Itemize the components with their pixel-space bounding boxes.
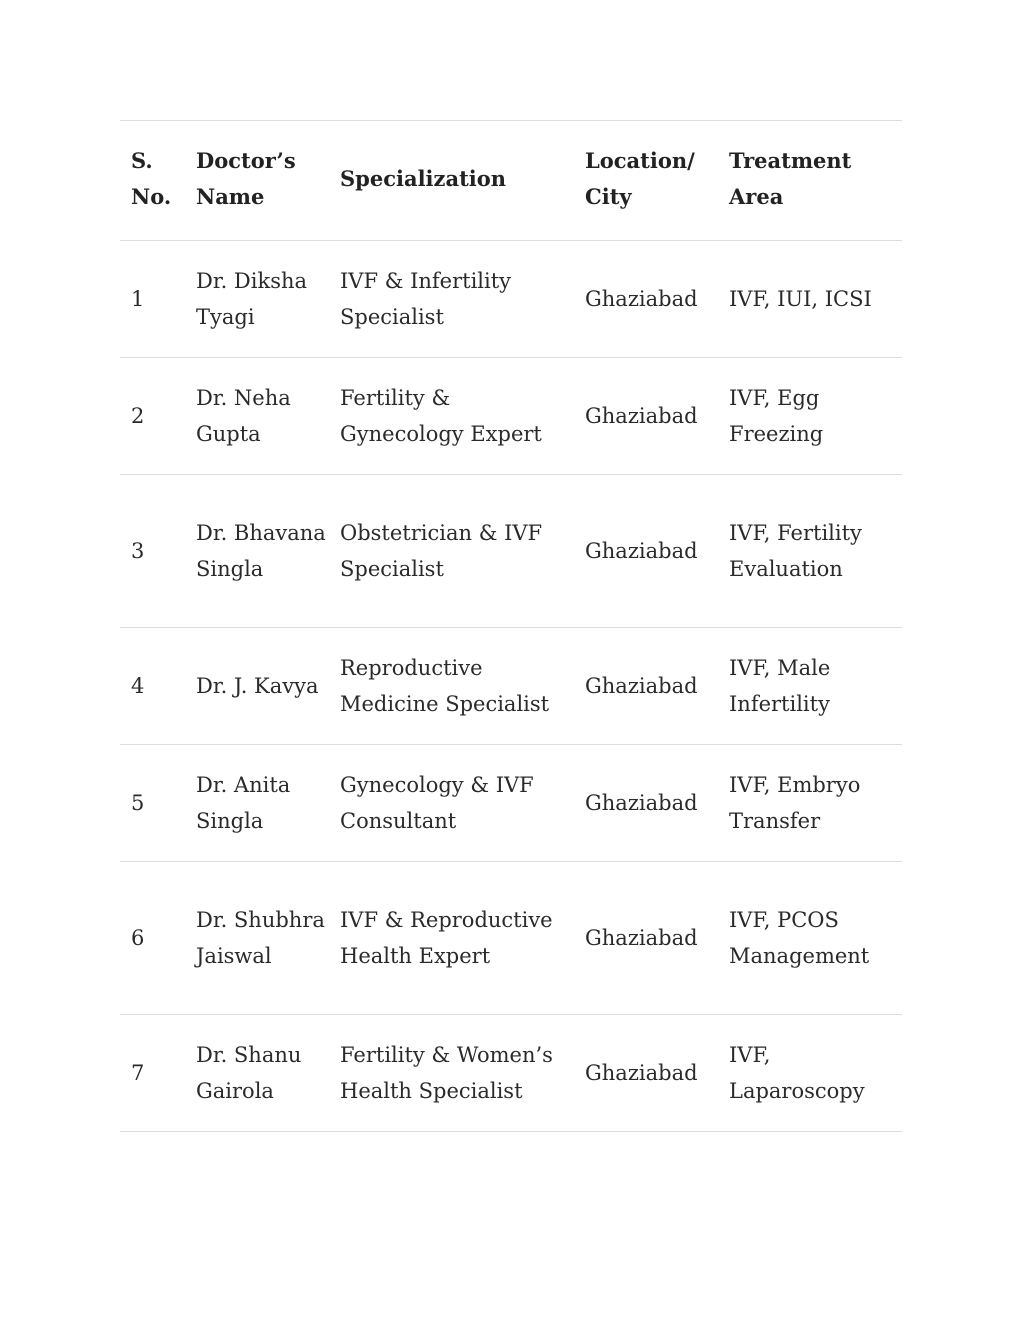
table-row <box>120 358 902 475</box>
table-row <box>120 475 902 628</box>
cell-location: Ghaziabad <box>585 791 698 815</box>
cell-treatment-area: IVF, Male Infertility <box>729 656 831 716</box>
cell-doctor-name: Dr. Anita Singla <box>196 773 291 833</box>
table-row <box>120 241 902 358</box>
cell-doctor-name: Dr. Shanu Gairola <box>196 1043 302 1103</box>
cell-specialization: Reproductive Medicine Specialist <box>340 656 550 716</box>
table-row <box>120 628 902 745</box>
cell-serial-number: 2 <box>131 404 145 428</box>
header-serial-number: S. No. <box>131 147 172 209</box>
cell-doctor-name: Dr. Diksha Tyagi <box>196 269 308 329</box>
table-row <box>120 1015 902 1132</box>
cell-doctor-name: Dr. Neha Gupta <box>196 386 291 446</box>
cell-treatment-area: IVF, Fertility Evaluation <box>729 521 862 581</box>
cell-serial-number: 4 <box>131 674 145 698</box>
cell-specialization: IVF & Infertility Specialist <box>340 269 512 329</box>
doctor-table-container <box>120 120 902 1132</box>
cell-location: Ghaziabad <box>585 287 698 311</box>
cell-serial-number: 6 <box>131 926 145 950</box>
cell-location: Ghaziabad <box>585 926 698 950</box>
cell-location: Ghaziabad <box>585 539 698 563</box>
header-doctor-name: Doctor’s Name <box>196 147 296 209</box>
cell-doctor-name: Dr. Shubhra Jaiswal <box>196 908 325 968</box>
cell-serial-number: 5 <box>131 791 145 815</box>
cell-location: Ghaziabad <box>585 1061 698 1085</box>
header-specialization: Specialization <box>340 165 507 191</box>
cell-treatment-area: IVF, Laparoscopy <box>729 1043 865 1103</box>
cell-treatment-area: IVF, Egg Freezing <box>729 386 824 446</box>
table-row <box>120 862 902 1015</box>
cell-serial-number: 1 <box>131 287 145 311</box>
cell-treatment-area: IVF, IUI, ICSI <box>729 287 872 311</box>
cell-treatment-area: IVF, Embryo Transfer <box>729 773 861 833</box>
doctor-table <box>120 120 902 1132</box>
cell-treatment-area: IVF, PCOS Management <box>729 908 870 968</box>
header-treatment-area: Treatment Area <box>729 147 852 209</box>
cell-specialization: Gynecology & IVF Consultant <box>340 773 534 833</box>
table-header-row <box>120 121 902 241</box>
cell-doctor-name: Dr. J. Kavya <box>196 674 319 698</box>
cell-specialization: Fertility & Gynecology Expert <box>340 386 542 446</box>
cell-specialization: Fertility & Women’s Health Specialist <box>340 1043 553 1103</box>
cell-doctor-name: Dr. Bhavana Singla <box>196 521 326 581</box>
cell-serial-number: 7 <box>131 1061 145 1085</box>
cell-serial-number: 3 <box>131 539 145 563</box>
cell-specialization: Obstetrician & IVF Specialist <box>340 521 543 581</box>
cell-location: Ghaziabad <box>585 674 698 698</box>
table-row <box>120 745 902 862</box>
cell-specialization: IVF & Reproductive Health Expert <box>340 908 553 968</box>
cell-location: Ghaziabad <box>585 404 698 428</box>
header-location-city: Location/ City <box>585 147 695 209</box>
